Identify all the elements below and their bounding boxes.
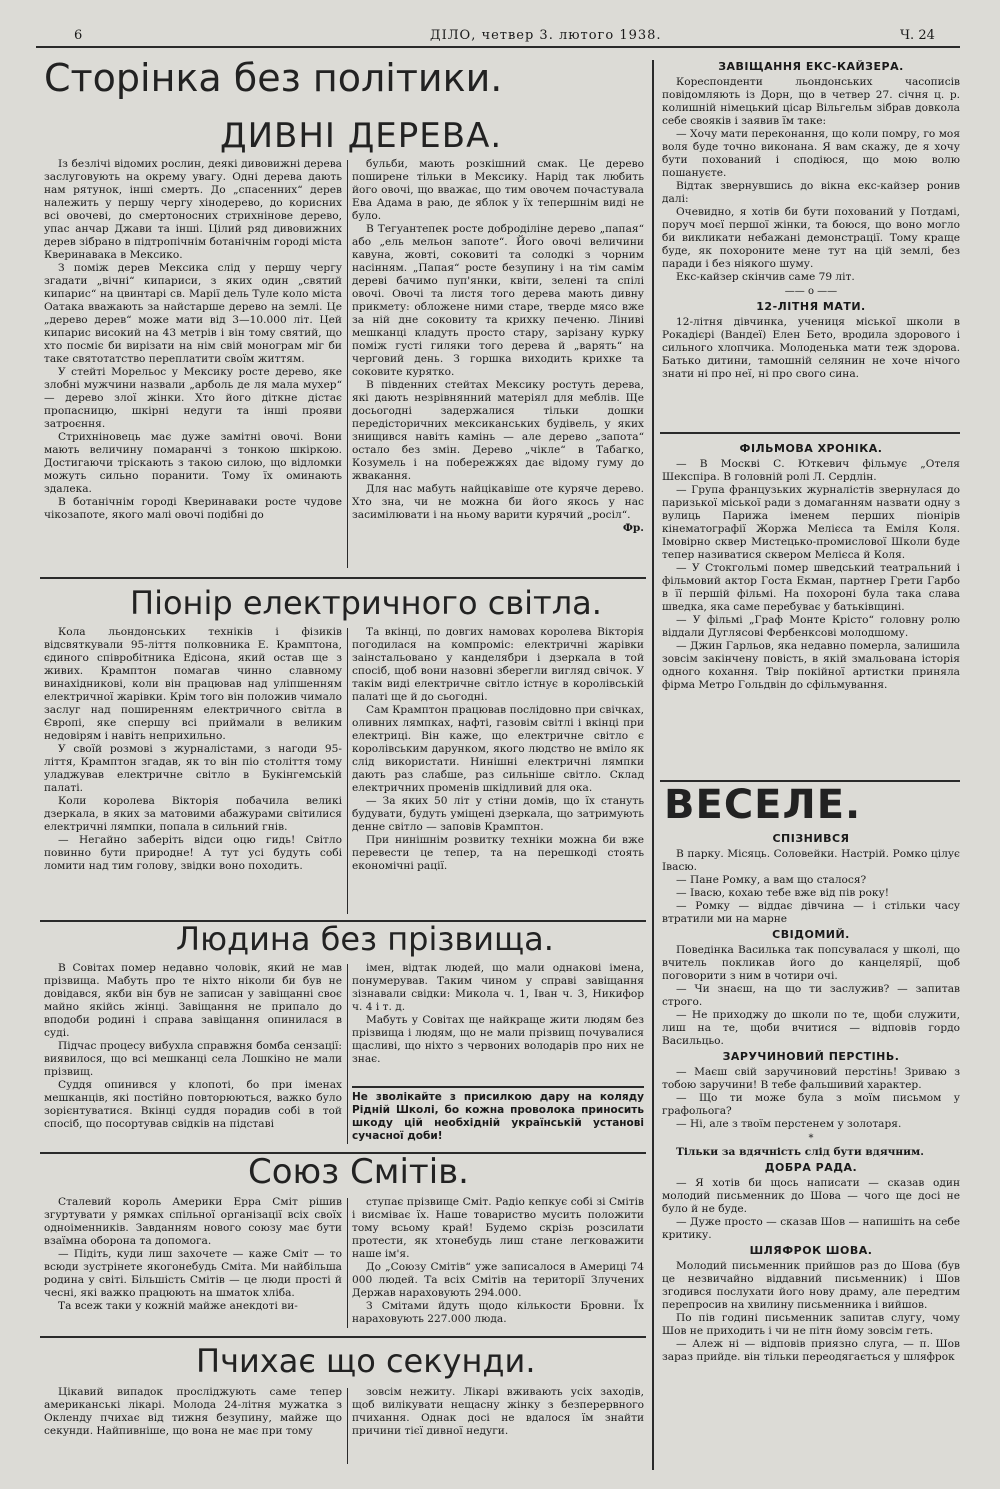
paragraph: — Група французьких журналістів звернулася до паризької міської ради з домаганням назвати одну з вулиць Парижа іменем перших піонірів кінематографії Жоржа Мелієса та Еміля Коля. Імовірно сквер Мистецько-промислової Школи буде тепер називатися сквером Мелієса й Коля. <box>662 484 960 561</box>
running-header <box>30 26 960 46</box>
joke-title: СВІДОМИЙ. <box>772 928 850 941</box>
joke-line: — Дуже просто — сказав Шов — напишіть на себе критику. <box>662 1216 960 1241</box>
paragraph: — В Москві С. Юткевич фільмує „Отеля Шекспіра. В головній ролі Л. Сердлін. <box>662 458 960 483</box>
trees-column-left <box>44 158 342 570</box>
joke-line: — Ні, але з твоїм перстенем у золотаря. <box>676 1118 902 1130</box>
paragraph: Підчас процесу вибухла справжня бомба сензації: виявилося, що всі мешканці села Лошкіно не мали прізвищ. <box>44 1040 342 1078</box>
joke-line: Поведінка Василька так попсувалася у школі, що вчитель покликав його до канцелярії, щоб поговорити з ним в чотири очі. <box>662 944 960 982</box>
paragraph: У стейті Морельос у Мексику росте дерево, яке злобні мужчини назвали „арболь де ля мала мухер“ — дерево злої жінки. Хто його діткне дістає пропасницю, шкірні недуги та інші прояви затроєння. <box>44 366 342 430</box>
paragraph: ступає прізвище Сміт. Радіо кепкує собі зі Смітів і висміває їх. Наше товариство мусить положити тому всьому край! Будемо скрізь розсилати протести, як хтонебудь лиш стане легковажити наше ім'я. <box>352 1196 644 1260</box>
paragraph: зовсім нежиту. Лікарі вживають усіх заходів, щоб вилікувати нещасну жінку з безперервного пчихання. Однак досі не вдалося їм знайти причини тієї дивної недуги. <box>352 1386 644 1437</box>
paragraph: До „Союзу Смітів“ уже записалося в Америці 74 000 людей. Та всіх Смітів на території Злучених Держав нараховують 294.000. <box>352 1261 644 1299</box>
school-appeal-box: Не зволікайте з присилкою дару на коляду Рідній Школі, бо кожна проволока приносить шкоду цій необхідній українській установі сучасної доби! <box>352 1086 644 1153</box>
mother-title: 12-ЛІТНЯ МАТИ. <box>756 300 866 313</box>
smiths-column-left <box>44 1196 342 1330</box>
article-rule <box>40 1336 646 1338</box>
article-rule <box>40 577 646 579</box>
paragraph: імен, відтак людей, що мали однакові імена, понумерував. Таким чином у справі завіщання зізнавали свідки: Микола ч. 1, Іван ч. 3, Никифор ч. 4 і т. д. <box>352 962 644 1013</box>
paragraph: — У фільмі „Граф Монте Крісто“ головну ролю віддали Дуглясові Фербенксові молодшому. <box>662 614 960 639</box>
paragraph: При нинішнім розвитку техніки можна би вже перевести це тепер, та на перешкоді стоять економічні рації. <box>352 834 644 872</box>
paragraph: В Тегуантепек росте доброділіне дерево „папая“ або „ель мельон запоте“. Його овочі величини кавуна, жовті, соковиті та солодкі з чорним насінням. „Папая“ росте безупину і на тім самім дереві бачимо пуп'янки, квіти, зелені та спілі овочі. Овочі та листя того дерева мають дивну прикмету: обложене ними старе, тверде мясо вже за ній дне соковиту та крихку печеню. Ліниві мешканці кладуть просто стару, зарізану курку поміж густі гиляки того дерева й „варять“ на черговий день. З горшка виходить крихке та соковите курятко. <box>352 223 644 378</box>
smiths-column-right <box>352 1196 644 1330</box>
paragraph: — Негайно заберіть відси оцю гидь! Світло повинно бути природне! А тут усі будуть собі ломити над тим голову, звідки воно походить. <box>44 834 342 872</box>
page-number: 6 <box>74 28 83 43</box>
ornament-divider: —— o —— <box>784 286 838 297</box>
film-title: ФІЛЬМОВА ХРОНІКА. <box>739 442 883 455</box>
sneeze-column-right <box>352 1386 644 1466</box>
paragraph: — Підіть, куди лиш захочете — каже Сміт — то всюди зустрінете якогонебудь Сміта. Ми найбільша родина у світі. Більшість Смітів — це люди прості й чесні, які важко працюють на шматок хліба. <box>44 1248 342 1299</box>
article-rule <box>660 432 960 434</box>
section-title: Сторінка без політики. <box>44 56 503 100</box>
paragraph: Екс-кайзер скінчив саме 79 літ. <box>676 271 855 283</box>
joke-line: — Чи знаєш, на що ти заслужив? — запитав строго. <box>662 983 960 1008</box>
paragraph: Цікавий випадок просліджують саме тепер американські лікарі. Молода 24-літня мужатка з Окленду пчихає від тижня безупину, майже що секунди. Найпивніше, що вона не має при тому <box>44 1386 342 1437</box>
joke-line: В парку. Місяць. Соловейки. Настрій. Ромко цілує Івасю. <box>662 848 960 873</box>
joke-line: Тільки за вдячність слід бути вдячним. <box>676 1146 924 1158</box>
joke-line: — Пане Ромку, а вам що сталося? <box>676 874 867 886</box>
paragraph: Та всеж таки у кожній майже анекдоті ви- <box>58 1300 298 1312</box>
paragraph: Із безлічі відомих рослин, деякі дивовижні дерева заслуговують на окрему увагу. Одні дерева дають нам рятунок, інші смерть. До „спасенних“ дерев належить у першу чергу хінодерево, до корисних всі овочеві, до смертоносних стрихнінове дерево, упас анчар Джави та інші. Цілий ряд дивовижних дерев зібрано в підтропічнім ботанічнім городі міста Кверинавака в Мексико. <box>44 158 342 261</box>
joke-title: СПІЗНИВСЯ <box>772 832 850 845</box>
paragraph: Очевидно, я хотів би бути похований у Потдамі, поруч моєї першої жінки, та боюся, що воно могло би викликати небажані демонстрації. Тому краще буде, як похороните мене тут на цій землі, без паради і без ніякого шуму. <box>662 206 960 270</box>
paragraph: У своїй розмові з журналістами, з нагоди 95-ліття, Крамптон згадав, як то він піо століття тому уладжував електричне світло в Букінгемській палаті. <box>44 743 342 794</box>
joke-line: — Не приходжу до школи по те, щоби служити, лиш на те, щоби вчитися — відповів гордо Васильцьо. <box>662 1009 960 1047</box>
paragraph: В Совітах помер недавно чоловік, який не мав прізвища. Мабуть про те ніхто ніколи би був не довідався, якби він був не записан у завіщанні своє майно якійсь жінці. Завіщання не припало до вподоби родині і справа завіщання опинилася в суді. <box>44 962 342 1039</box>
pioneer-column-right <box>352 626 644 916</box>
trees-signature: Фр. <box>622 522 644 534</box>
pioneer-column-left <box>44 626 342 916</box>
pioneer-title: Піонір електричного світла. <box>130 584 602 622</box>
paragraph: Кореспонденти льондонських часописів повідомляють із Дорн, що в четвер 27. січня ц. р. колишній німецький цісар Вільгельм зібрав довкола себе свояків і заявив їм таке: <box>662 76 960 127</box>
joke-line: — Ромку — віддає дівчина — і стільки часу втратили ми на марне <box>662 900 960 925</box>
funny-title: ВЕСЕЛЕ. <box>664 782 862 828</box>
trees-column-right <box>352 158 644 570</box>
right-column-top <box>662 58 960 426</box>
paragraph: 12-літня дівчинка, учениця міської школи в Рокадієрі (Вандеї) Елен Бето, вродила здорового і сильного хлопчика. Молоденька мати теж здорова. Батько дитини, тамошній селянин не хоче нічого знати ні про неї, ні про свого сина. <box>662 316 960 380</box>
joke-line: — Алеж ні — відповів приязно слуга, — п. Шов зараз прийде. він тільки переодягається у шляфрок <box>662 1338 960 1363</box>
joke-line: — Я хотів би щось написати — сказав один молодий письменник до Шова — чого ще досі не було й не буде. <box>662 1177 960 1215</box>
paper-masthead-line: ДІЛО, четвер 3. лютого 1938. <box>430 28 662 43</box>
paragraph: Для нас мабуть найцікавіше оте куряче дерево. Хто зна, чи не можна би його якось у нас засимілювати і на ньому варити курячий „росіл“. <box>352 483 644 521</box>
joke-line: — Що ти може була з моїм письмом у графольога? <box>662 1092 960 1117</box>
paragraph: — За яких 50 літ у стіни домів, що їх стануть будувати, будуть уміщені дзеркала, що затримують денне світло — заповів Крамптон. <box>352 795 644 833</box>
kaiser-title: ЗАВІЩАННЯ ЕКС-КАЙЗЕРА. <box>718 60 904 73</box>
trees-title: ДИВНІ ДЕРЕВА. <box>220 116 503 156</box>
paragraph: Мабуть у Совітах ще найкраще жити людям без прізвища і людям, що не мали прізвищ почувалися щасливі, що ніхто з червоних володарів про них не знає. <box>352 1014 644 1065</box>
joke-title: ДОБРА РАДА. <box>764 1161 858 1174</box>
paragraph: — Хочу мати переконання, що коли помру, го моя воля буде точно виконана. Я вам скажу, де я хочу бути похований і сподіюся, що мою волю пошануєте. <box>662 128 960 179</box>
sneeze-column-rule <box>347 1388 348 1464</box>
header-rule <box>36 46 960 48</box>
paragraph: З Смітами йдуть щодо кількости Бровни. Їх нараховують 227.000 люда. <box>352 1300 644 1325</box>
noname-column-rule <box>347 964 348 1144</box>
joke-title: ЗАРУЧИНОВИЙ ПЕРСТІНЬ. <box>722 1050 900 1063</box>
noname-title: Людина без прізвища. <box>176 920 554 958</box>
joke-line: Молодий письменник прийшов раз до Шова (був це незвичайно віддавний письменник) і Шов згодився послухати його нову драму, але передтим перепросив на хвилину письменника і вийшов. <box>662 1260 960 1311</box>
funny-column <box>662 830 960 1470</box>
paragraph: Відтак звернувшись до вікна екс-кайзер ронив далі: <box>662 180 960 205</box>
paragraph: Стрихніновець має дуже замітні овочі. Вони мають величину помаранчі з тонкою шкіркою. Достигаючи тріскають з такою силою, що відломки можуть сильно поранити. Тому їх оминають здалека. <box>44 431 342 495</box>
joke-line: — Маєш свій заручиновий перстінь! Зриваю з тобою заручини! В тебе фальшивий характер. <box>662 1066 960 1091</box>
paragraph: — Джин Гарльов, яка недавно померла, залишила зовсім закінчену повість, в якій змальована історія одного кохання. Твір покійної артистки приняла фірма Метро Гольдвін до сфільмування. <box>662 640 960 691</box>
paragraph: З поміж дерев Мексика слід у першу чергу згадати „вічні“ кипариси, з яких один „святий кипарис“ на цвинтарі св. Марії дель Туле коло міста Оатака вважають за найстарше дерево на землі. Це „дерево дерев“ може мати від 3—10.000 літ. Цей кипарис високий на 43 метрів і він тому святий, що хто посміє би вирізати на нім свій монограм міг би таке святотатство переплатити своїм життям. <box>44 262 342 365</box>
trees-column-rule <box>347 160 348 568</box>
smiths-title: Союз Смітів. <box>248 1152 469 1192</box>
film-chronicle <box>662 440 960 776</box>
issue-number: Ч. 24 <box>900 28 935 43</box>
paragraph: В південних стейтах Мексику ростуть дерева, які дають незрівнянний матеріял для меблів. Ще досьогодні задержалися тільки дошки передісторичних мексиканських будівель, у яких знищився навіть камінь — але дерево „запота“ остало без змін. Дерево „чікле“ в Табагко, Козумель і на побережжях дає відому гуму до жвакання. <box>352 379 644 482</box>
joke-line: По пів годині письменник запитав слугу, чому Шов не приходить і чи не пітн йому зовсім геть. <box>662 1312 960 1337</box>
paragraph: — У Стокгольмі помер шведський театральний і фільмовий актор Госта Екман, партнер Грети Гарбо в її першій фільмі. На похороні була така слава шведка, яка саме перебуває у батьківщині. <box>662 562 960 613</box>
sneeze-column-left <box>44 1386 342 1466</box>
paragraph: Сталевий король Америки Ерра Сміт рішив згуртувати у рямках спільної організації всіх своїх одноіменників. Завданням нового союзу має бути взаїмна оборона та допомога. <box>44 1196 342 1247</box>
paragraph: Кола льондонських техніків і фізиків відсвяткували 95-ліття полковника Е. Крамптона, єдиного співробітника Едісона, який остав ще з живих. Крамптон помагав чинно славному винахідникові, коли він працював над уліпшенням електричної жарівки. Крім того він положив чимало заслуг над поширенням електричного світла в Європі, яке спершу всі приймали в великим недовірям і навіть неприхильно. <box>44 626 342 742</box>
paragraph: Та вкінці, по довгих намовах королева Вікторія погодилася на компроміс: електричні жарівки заінстальовано у канделябри і дзеркала в той спосіб, щоб вони назовні зберегли вигляд свічок. У такім виді електричне світло істнує в королівській палаті ще й до сьогодні. <box>352 626 644 703</box>
paragraph: бульби, мають розкішний смак. Це дерево поширене тільки в Мексику. Нарід так любить його овочі, що вважає, що тим овочем почастувала Ева Адама в раю, де яблок у їх тепершнім виді не було. <box>352 158 644 222</box>
paragraph: В ботанічнім городі Кверинаваки росте чудове чікозапоте, якого малі овочі подібні до <box>44 496 342 521</box>
smiths-column-rule <box>347 1198 348 1328</box>
noname-column-right <box>352 962 644 1078</box>
paragraph: Суддя опинився у клопоті, бо при іменах мешканців, які постійно повторюються, важко було зорієнтуватися. Вкінці суддя порадив собі в той спосіб, що посортував свідків на підставі <box>44 1079 342 1130</box>
noname-column-left <box>44 962 342 1146</box>
joke-line: — Івасю, кохаю тебе вже від пів року! <box>676 887 889 899</box>
joke-title: ШЛЯФРОК ШОВА. <box>749 1244 873 1257</box>
pioneer-column-rule <box>347 628 348 914</box>
ornament-divider: * <box>808 1133 814 1144</box>
sneeze-title: Пчихає що секунди. <box>196 1342 536 1380</box>
paragraph: Сам Крамптон працював послідовно при свічках, оливних лямпках, нафті, газовім світлі і вкінці при електриці. Він каже, що електричне світло є королівським дарунком, якого людство не вміло як слід використати. Нинішні електричні лямпки дають раз слабше, раз сильніше світло. Склад електричних променів шкідливий для ока. <box>352 704 644 794</box>
column-divider-right <box>652 60 654 1470</box>
paragraph: Коли королева Вікторія побачила великі дзеркала, в яких за матовими абажурами світилися електричні лямпки, попала в сильний гнів. <box>44 795 342 833</box>
